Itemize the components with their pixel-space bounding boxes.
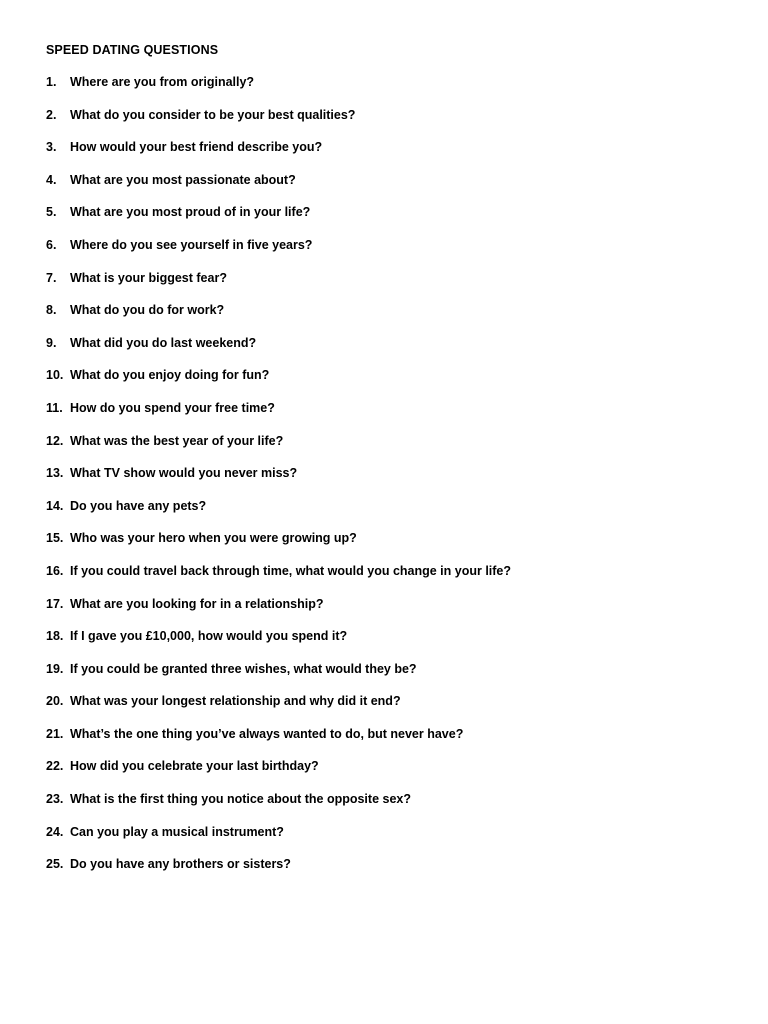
question-number: 22. <box>46 759 64 774</box>
question-text: What do you consider to be your best qualities? <box>70 107 356 122</box>
question-item <box>46 238 511 271</box>
question-text: If I gave you £10,000, how would you spend it? <box>70 629 348 644</box>
question-text: Do you have any pets? <box>70 498 207 513</box>
question-item <box>46 857 511 890</box>
question-number: 23. <box>46 792 64 807</box>
question-item <box>46 271 511 304</box>
question-number: 19. <box>46 661 64 676</box>
question-text: How did you celebrate your last birthday? <box>70 759 319 774</box>
question-number: 2. <box>46 107 57 122</box>
question-item <box>46 173 511 206</box>
question-text: Who was your hero when you were growing up? <box>70 531 357 546</box>
question-number: 17. <box>46 596 64 611</box>
question-text: Where do you see yourself in five years? <box>70 237 313 252</box>
question-number: 8. <box>46 303 57 318</box>
question-item <box>46 368 511 401</box>
question-number: 21. <box>46 726 64 741</box>
question-number: 6. <box>46 237 57 252</box>
question-text: What is your biggest fear? <box>70 270 227 285</box>
question-item <box>46 694 511 727</box>
question-text: Where are you from originally? <box>70 75 255 89</box>
question-number: 16. <box>46 563 64 578</box>
question-text: If you could be granted three wishes, what would they be? <box>70 661 417 676</box>
document-title: SPEED DATING QUESTIONS <box>46 43 219 57</box>
question-text: What was your longest relationship and why did it end? <box>70 694 401 709</box>
question-item <box>46 629 511 662</box>
question-number: 20. <box>46 694 64 709</box>
question-item <box>46 303 511 336</box>
question-number: 9. <box>46 335 57 350</box>
question-item <box>46 531 511 564</box>
question-text: What are you looking for in a relationship? <box>70 596 324 611</box>
question-text: What was the best year of your life? <box>70 433 284 448</box>
question-item <box>46 792 511 825</box>
question-text: What TV show would you never miss? <box>70 466 298 481</box>
question-text: What is the first thing you notice about the opposite sex? <box>70 792 411 807</box>
question-item <box>46 825 511 858</box>
question-number: 4. <box>46 172 57 187</box>
question-number: 1. <box>46 75 57 89</box>
question-number: 10. <box>46 368 64 383</box>
question-item <box>46 75 511 108</box>
question-item <box>46 662 511 695</box>
question-text: What are you most proud of in your life? <box>70 205 311 220</box>
question-item <box>46 466 511 499</box>
question-text: How do you spend your free time? <box>70 400 275 415</box>
question-number: 12. <box>46 433 64 448</box>
question-text: Can you play a musical instrument? <box>70 824 284 839</box>
question-number: 3. <box>46 140 57 155</box>
question-item <box>46 434 511 467</box>
question-number: 7. <box>46 270 57 285</box>
question-number: 11. <box>46 400 63 415</box>
question-item <box>46 564 511 597</box>
question-item <box>46 205 511 238</box>
question-number: 14. <box>46 498 64 513</box>
question-list <box>46 75 511 890</box>
question-text: What did you do last weekend? <box>70 335 257 350</box>
question-item <box>46 336 511 369</box>
question-item <box>46 108 511 141</box>
question-text: If you could travel back through time, what would you change in your life? <box>70 563 512 578</box>
question-number: 5. <box>46 205 57 220</box>
question-item <box>46 140 511 173</box>
question-item <box>46 401 511 434</box>
question-item <box>46 597 511 630</box>
question-number: 15. <box>46 531 64 546</box>
question-text: What do you enjoy doing for fun? <box>70 368 270 383</box>
question-item <box>46 499 511 532</box>
question-number: 24. <box>46 824 64 839</box>
question-text: What are you most passionate about? <box>70 172 296 187</box>
question-number: 25. <box>46 857 64 872</box>
question-number: 18. <box>46 629 64 644</box>
question-item <box>46 727 511 760</box>
question-item <box>46 759 511 792</box>
question-text: Do you have any brothers or sisters? <box>70 857 291 872</box>
question-text: What do you do for work? <box>70 303 225 318</box>
question-number: 13. <box>46 466 64 481</box>
question-text: How would your best friend describe you? <box>70 140 323 155</box>
question-text: What’s the one thing you’ve always wanted to do, but never have? <box>70 726 464 741</box>
